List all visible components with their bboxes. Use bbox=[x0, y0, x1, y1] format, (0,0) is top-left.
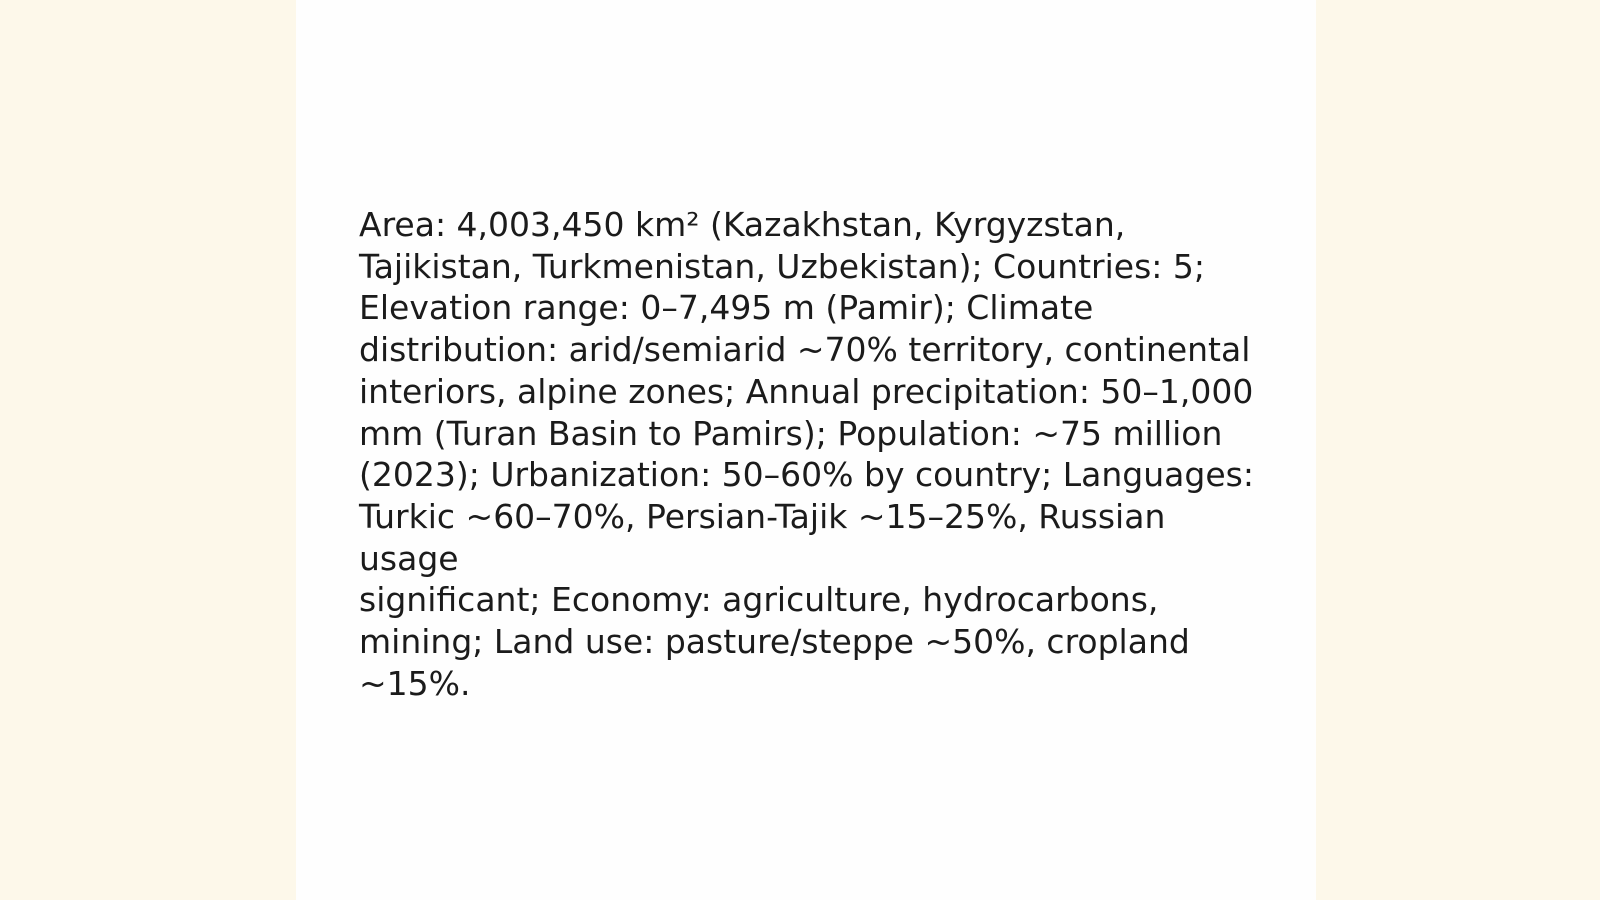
document-body-text: Area: 4,003,450 km² (Kazakhstan, Kyrgyzstan, Tajikistan, Turkmenistan, Uzbekistan); Countries: 5; Elevation range: 0–7,495 m (Pamir); Climate distribution: arid/semiarid ~70% territory, continental interiors, alpine zones; Annual precipitation: 50–1,000 mm (Turan Basin to Pamirs); Population: ~75 million (2023); Urbanization: 50–60% by country; Languages: Turkic ~60–70%, Persian-Tajik ~15–25%, Russian usage significant; Economy: agriculture, hydrocarbons, mining; Land use: pasture/steppe ~50%, cropland ~15%. bbox=[359, 205, 1254, 703]
document-page bbox=[296, 0, 1316, 900]
